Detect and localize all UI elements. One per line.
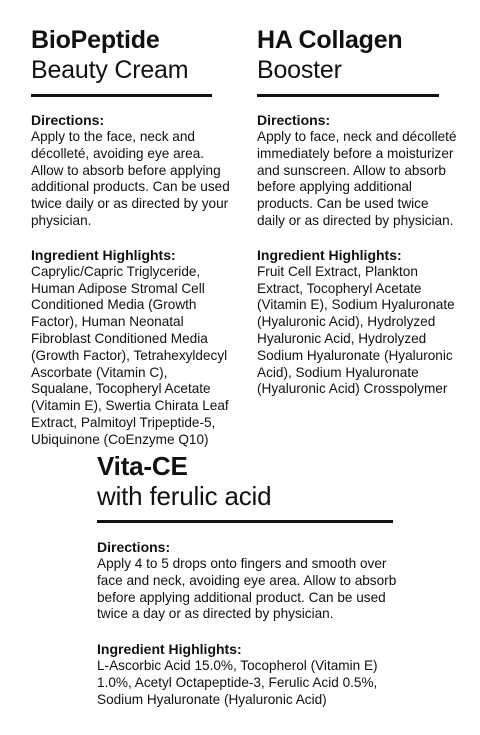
- product-vita-ce: [97, 451, 397, 709]
- directions-text: Apply to face, neck and décolleté immediately before a moisturizer and sunscreen. Allow to absorb before applying additional products. Can be used twice daily or as directed by physician.: [257, 129, 457, 228]
- ingredients-label: Ingredient Highlights:: [97, 641, 242, 658]
- directions-text: Apply 4 to 5 drops onto fingers and smooth over face and neck, avoiding eye area. Allow to absorb before applying additional product. Can be used twice a day or as directed by physician.: [97, 556, 397, 622]
- directions-label: Directions:: [31, 112, 105, 128]
- product-subtitle: Beauty Cream: [31, 56, 189, 84]
- ingredients-text: L-Ascorbic Acid 15.0%, Tocopherol (Vitamin E) 1.0%, Acetyl Octapeptide-3, Ferulic Acid 0.5%, Sodium Hyaluronate (Hyaluronic Acid): [97, 658, 378, 707]
- title-underline: [31, 94, 212, 97]
- directions-label: Directions:: [257, 112, 331, 128]
- product-name: BioPeptide: [31, 26, 160, 54]
- ingredients-label: Ingredient Highlights:: [257, 246, 402, 263]
- product-biopeptide: [31, 25, 231, 449]
- directions-text: Apply to the face, neck and décolleté, avoiding eye area. Allow to absorb before applying additional products. Can be used twice daily or as directed by your physician.: [31, 129, 230, 228]
- ingredients-text: Fruit Cell Extract, Plankton Extract, Tocopheryl Acetate (Vitamin E), Sodium Hyaluronate (Hyaluronic Acid), Hydrolyzed Hyaluronic Acid, Hydrolyzed Sodium Hyaluronate (Hyaluronic Acid), Sodium Hyaluronate (Hyaluronic Acid) Crosspolymer: [257, 263, 455, 397]
- product-subtitle: with ferulic acid: [97, 481, 272, 511]
- ingredients-text: Caprylic/Capric Triglyceride, Human Adipose Stromal Cell Conditioned Media (Growth Factor), Human Neonatal Fibroblast Conditioned Media (Growth Factor), Tetrahexyldecyl Ascorbate (Vitamin C), Squalane, Tocopheryl Acetate (Vitamin E), Swertia Chirata Leaf Extract, Palmitoyl Tripeptide-5, Ubiquinone (CoEnzyme Q10): [31, 263, 229, 447]
- title-underline: [257, 94, 439, 97]
- product-name: HA Collagen: [257, 26, 403, 54]
- title-underline: [97, 520, 393, 523]
- product-name: Vita-CE: [97, 451, 188, 481]
- directions-label: Directions:: [97, 539, 171, 555]
- ingredients-label: Ingredient Highlights:: [31, 246, 176, 263]
- product-ha-collagen: [257, 25, 459, 398]
- product-subtitle: Booster: [257, 56, 342, 84]
